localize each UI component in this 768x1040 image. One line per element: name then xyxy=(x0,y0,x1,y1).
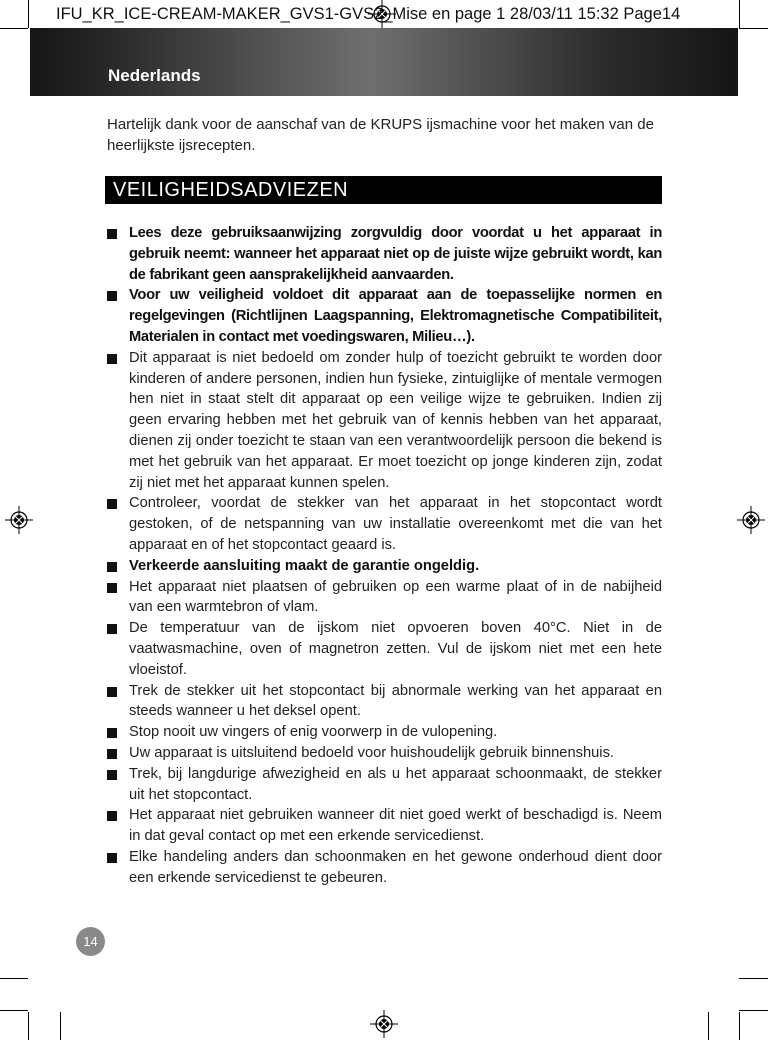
list-item xyxy=(107,556,662,577)
bullet-square-icon xyxy=(107,583,117,593)
list-item xyxy=(107,577,662,619)
crop-mark xyxy=(0,1010,28,1011)
list-item-text: Elke handeling anders dan schoonmaken en het gewone onderhoud dient door een erkende servicedienst te gebeuren. xyxy=(129,848,662,886)
list-item-text: Verkeerde aansluiting maakt de garantie ongeldig. xyxy=(129,557,480,574)
registration-mark-icon xyxy=(5,506,33,534)
registration-mark-icon xyxy=(737,506,765,534)
section-title: VEILIGHEIDSADVIEZEN xyxy=(105,176,662,204)
list-item xyxy=(107,805,662,847)
crop-mark xyxy=(739,1010,768,1011)
bullet-square-icon xyxy=(107,728,117,738)
safety-list xyxy=(107,223,662,889)
list-item xyxy=(107,847,662,889)
list-item xyxy=(107,285,662,347)
list-item xyxy=(107,681,662,723)
crop-mark xyxy=(60,1012,61,1040)
list-item-text: Het apparaat niet plaatsen of gebruiken op een warme plaat of in de nabijheid van een warmtebron of vlam. xyxy=(129,578,662,616)
intro-paragraph: Hartelijk dank voor de aanschaf van de KRUPS ijsmachine voor het maken van de heerlijkste ijsrecepten. xyxy=(107,116,654,154)
list-item xyxy=(107,223,662,285)
bullet-square-icon xyxy=(107,811,117,821)
list-item xyxy=(107,348,662,494)
crop-mark xyxy=(739,0,740,28)
list-item xyxy=(107,618,662,680)
bullet-square-icon xyxy=(107,749,117,759)
crop-mark xyxy=(739,978,768,979)
list-item xyxy=(107,764,662,806)
bullet-square-icon xyxy=(107,354,117,364)
bullet-square-icon xyxy=(107,624,117,634)
list-item-text: Dit apparaat is niet bedoeld om zonder hulp of toezicht gebruikt te worden door kinderen of andere personen, indien hun fysieke, zintuiglijke of mentale vermogen hen niet in staat stelt dit apparaat op een veilige wijze te gebruiken. Indien zij geen ervaring hebben met het gebruik van of kennis hebben van het apparaat, dienen zij onder toezicht te staan van een verantwoordelijk persoon die bekend is met het gebruik van het apparaat. Er moet toezicht op jonge kinderen zijn, zodat zij niet met het apparaat kunnen spelen. xyxy=(129,349,662,491)
language-label: Nederlands xyxy=(108,66,201,85)
list-item xyxy=(107,743,662,764)
crop-mark xyxy=(0,978,28,979)
bullet-square-icon xyxy=(107,229,117,239)
print-slug: IFU_KR_ICE-CREAM-MAKER_GVS1-GVS2_Mise en page 1 28/03/11 15:32 Page14 xyxy=(56,5,681,23)
list-item-text: Trek, bij langdurige afwezigheid en als u het apparaat schoonmaakt, de stekker uit het stopcontact. xyxy=(129,765,662,803)
list-item xyxy=(107,722,662,743)
list-item xyxy=(107,493,662,555)
list-item-text: De temperatuur van de ijskom niet opvoeren boven 40°C. Niet in de vaatwasmachine, oven of magnetron zetten. Vul de ijskom niet met een hete vloeistof. xyxy=(129,620,662,678)
crop-mark xyxy=(28,1012,29,1040)
bullet-square-icon xyxy=(107,853,117,863)
bullet-square-icon xyxy=(107,291,117,301)
registration-mark-icon xyxy=(370,1010,398,1038)
bullet-square-icon xyxy=(107,499,117,509)
list-item-text: Lees deze gebruiksaanwijzing zorgvuldig door voordat u het apparaat in gebruik neemt: wanneer het apparaat niet op de juiste wijze gebruikt wordt, kan de fabrikant geen aansprakelijkheid aanvaarden. xyxy=(129,225,662,283)
page-number: 14 xyxy=(76,927,105,956)
crop-mark xyxy=(708,1012,709,1040)
list-item-text: Stop nooit uw vingers of enig voorwerp in de vulopening. xyxy=(129,724,498,741)
language-bar xyxy=(30,28,738,96)
list-item-text: Controleer, voordat de stekker van het apparaat in het stopcontact wordt gestoken, of de netspanning van uw installatie overeenkomt met die van het apparaat en of het stopcontact geaard is. xyxy=(129,495,662,553)
list-item-text: Trek de stekker uit het stopcontact bij abnormale werking van het apparaat en steeds wanneer u het deksel opent. xyxy=(129,682,662,720)
crop-mark xyxy=(739,1012,740,1040)
crop-mark xyxy=(28,0,29,28)
list-item-text: Voor uw veiligheid voldoet dit apparaat aan de toepasselijke normen en regelgevingen (Richtlijnen Laagspanning, Elektromagnetische Compatibiliteit, Materialen in contact met voedingswaren, Milieu…). xyxy=(129,287,662,345)
crop-mark xyxy=(739,28,768,29)
list-item-text: Het apparaat niet gebruiken wanneer dit niet goed werkt of beschadigd is. Neem in dat geval contact op met een erkende servicedienst. xyxy=(129,807,662,845)
bullet-square-icon xyxy=(107,770,117,780)
list-item-text: Uw apparaat is uitsluitend bedoeld voor huishoudelijk gebruik binnenshuis. xyxy=(129,744,614,761)
bullet-square-icon xyxy=(107,562,117,572)
crop-mark xyxy=(0,28,28,29)
bullet-square-icon xyxy=(107,687,117,697)
